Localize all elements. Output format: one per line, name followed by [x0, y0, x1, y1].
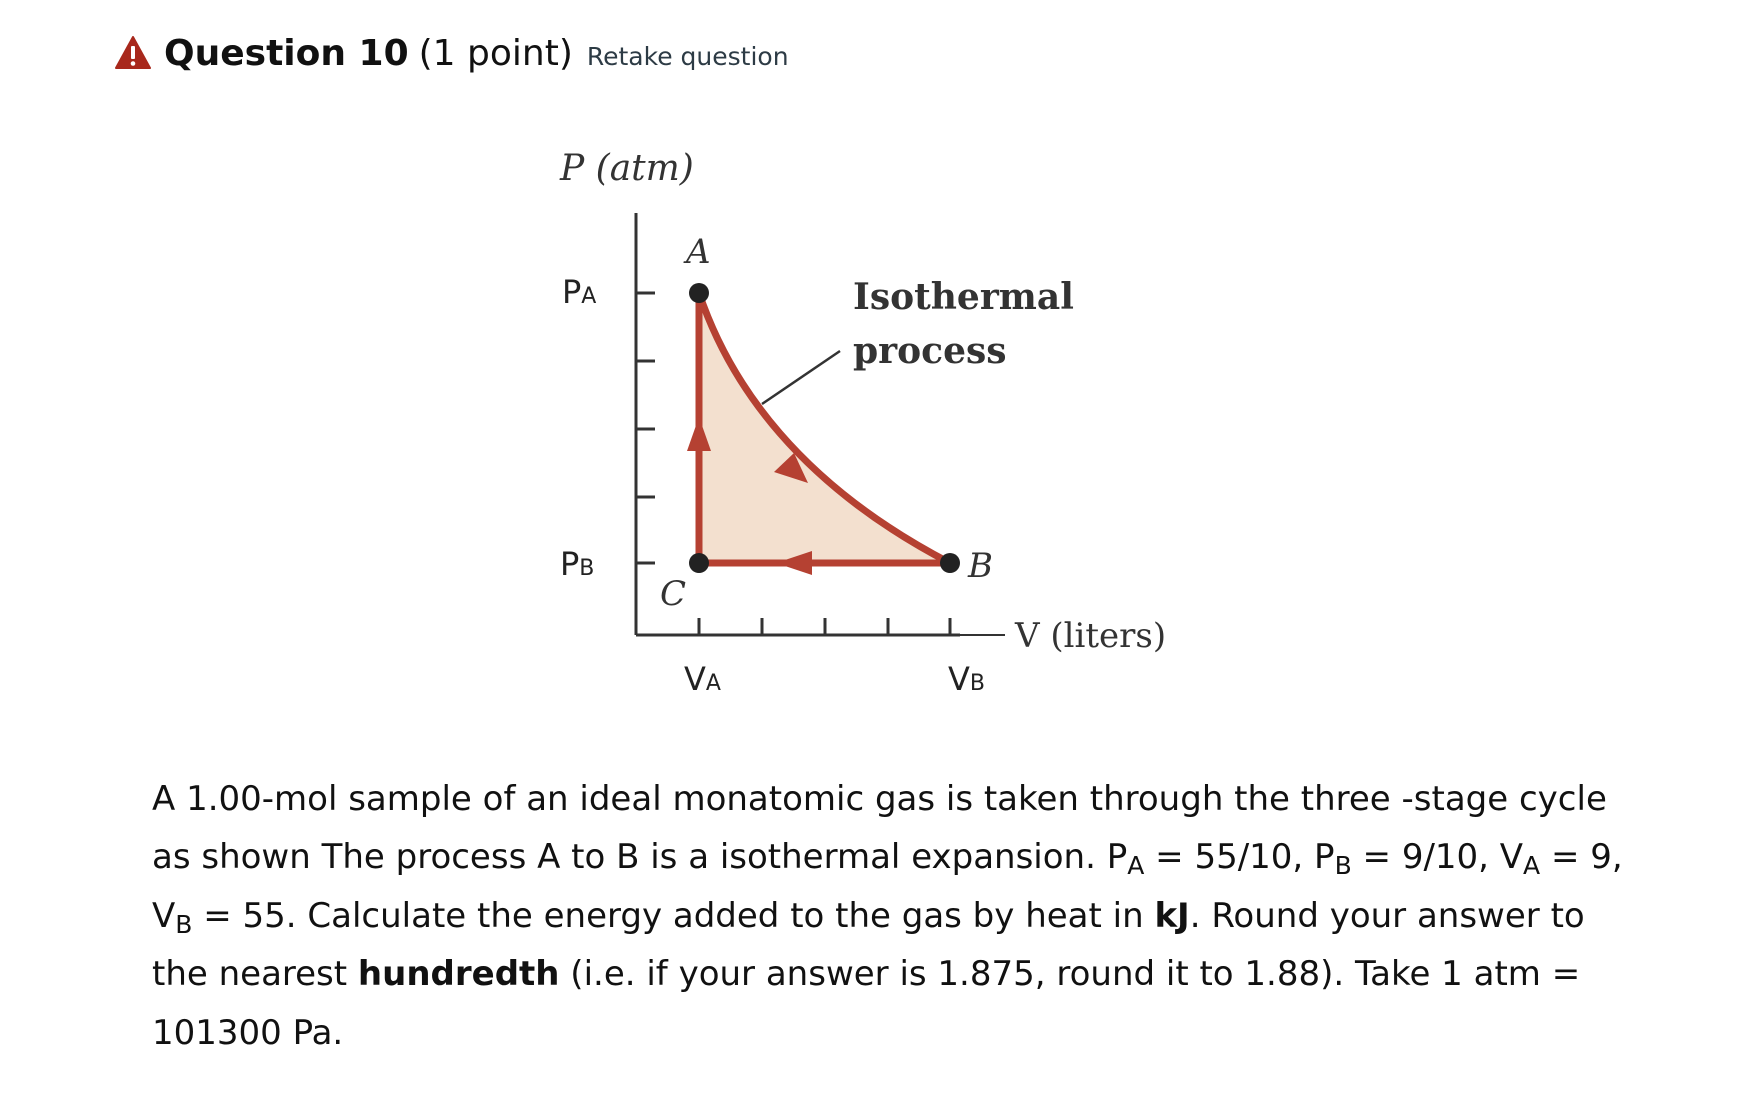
- point-a-label: A: [686, 232, 711, 272]
- point-c-dot: [689, 553, 709, 573]
- pv-diagram: [540, 145, 1240, 725]
- retake-question-link[interactable]: Retake question: [586, 41, 789, 71]
- question-header: [115, 28, 789, 78]
- x-axis-label: V (liters): [1015, 616, 1167, 656]
- point-b-label: B: [968, 546, 993, 586]
- tick-label-vb: VB: [948, 660, 985, 698]
- process-label-line2: process: [853, 330, 1007, 372]
- tick-label-pb: PB: [560, 545, 595, 583]
- process-label-line1: Isothermal: [853, 276, 1074, 318]
- question-title: Question 10: [164, 32, 409, 74]
- tick-label-va: VA: [684, 660, 721, 698]
- problem-statement: [152, 770, 1632, 1062]
- isothermal-leader-line: [762, 351, 840, 404]
- y-axis-label: P (atm): [560, 148, 694, 189]
- problem-text: A 1.00-mol sample of an ideal monatomic gas is taken through the three -stage cycle as shown The process A to B is a isothermal expansion. $P_A = 55/10$, $P_B = 9/10$, $V_A = 9$, $V_B = 55$. Calculate the energy added to the gas by heat in kJ. Round your answer to the nearest hundredth (i.e. if your answer is 1.875, round it to 1.88). Take 1 atm = 101300 Pa.: [152, 779, 1623, 1053]
- warning-triangle-icon: [115, 35, 151, 71]
- point-a-dot: [689, 283, 709, 303]
- question-points: (1 point): [418, 32, 573, 74]
- tick-label-pa: PA: [562, 273, 597, 311]
- point-b-dot: [940, 553, 960, 573]
- point-c-label: C: [660, 574, 687, 614]
